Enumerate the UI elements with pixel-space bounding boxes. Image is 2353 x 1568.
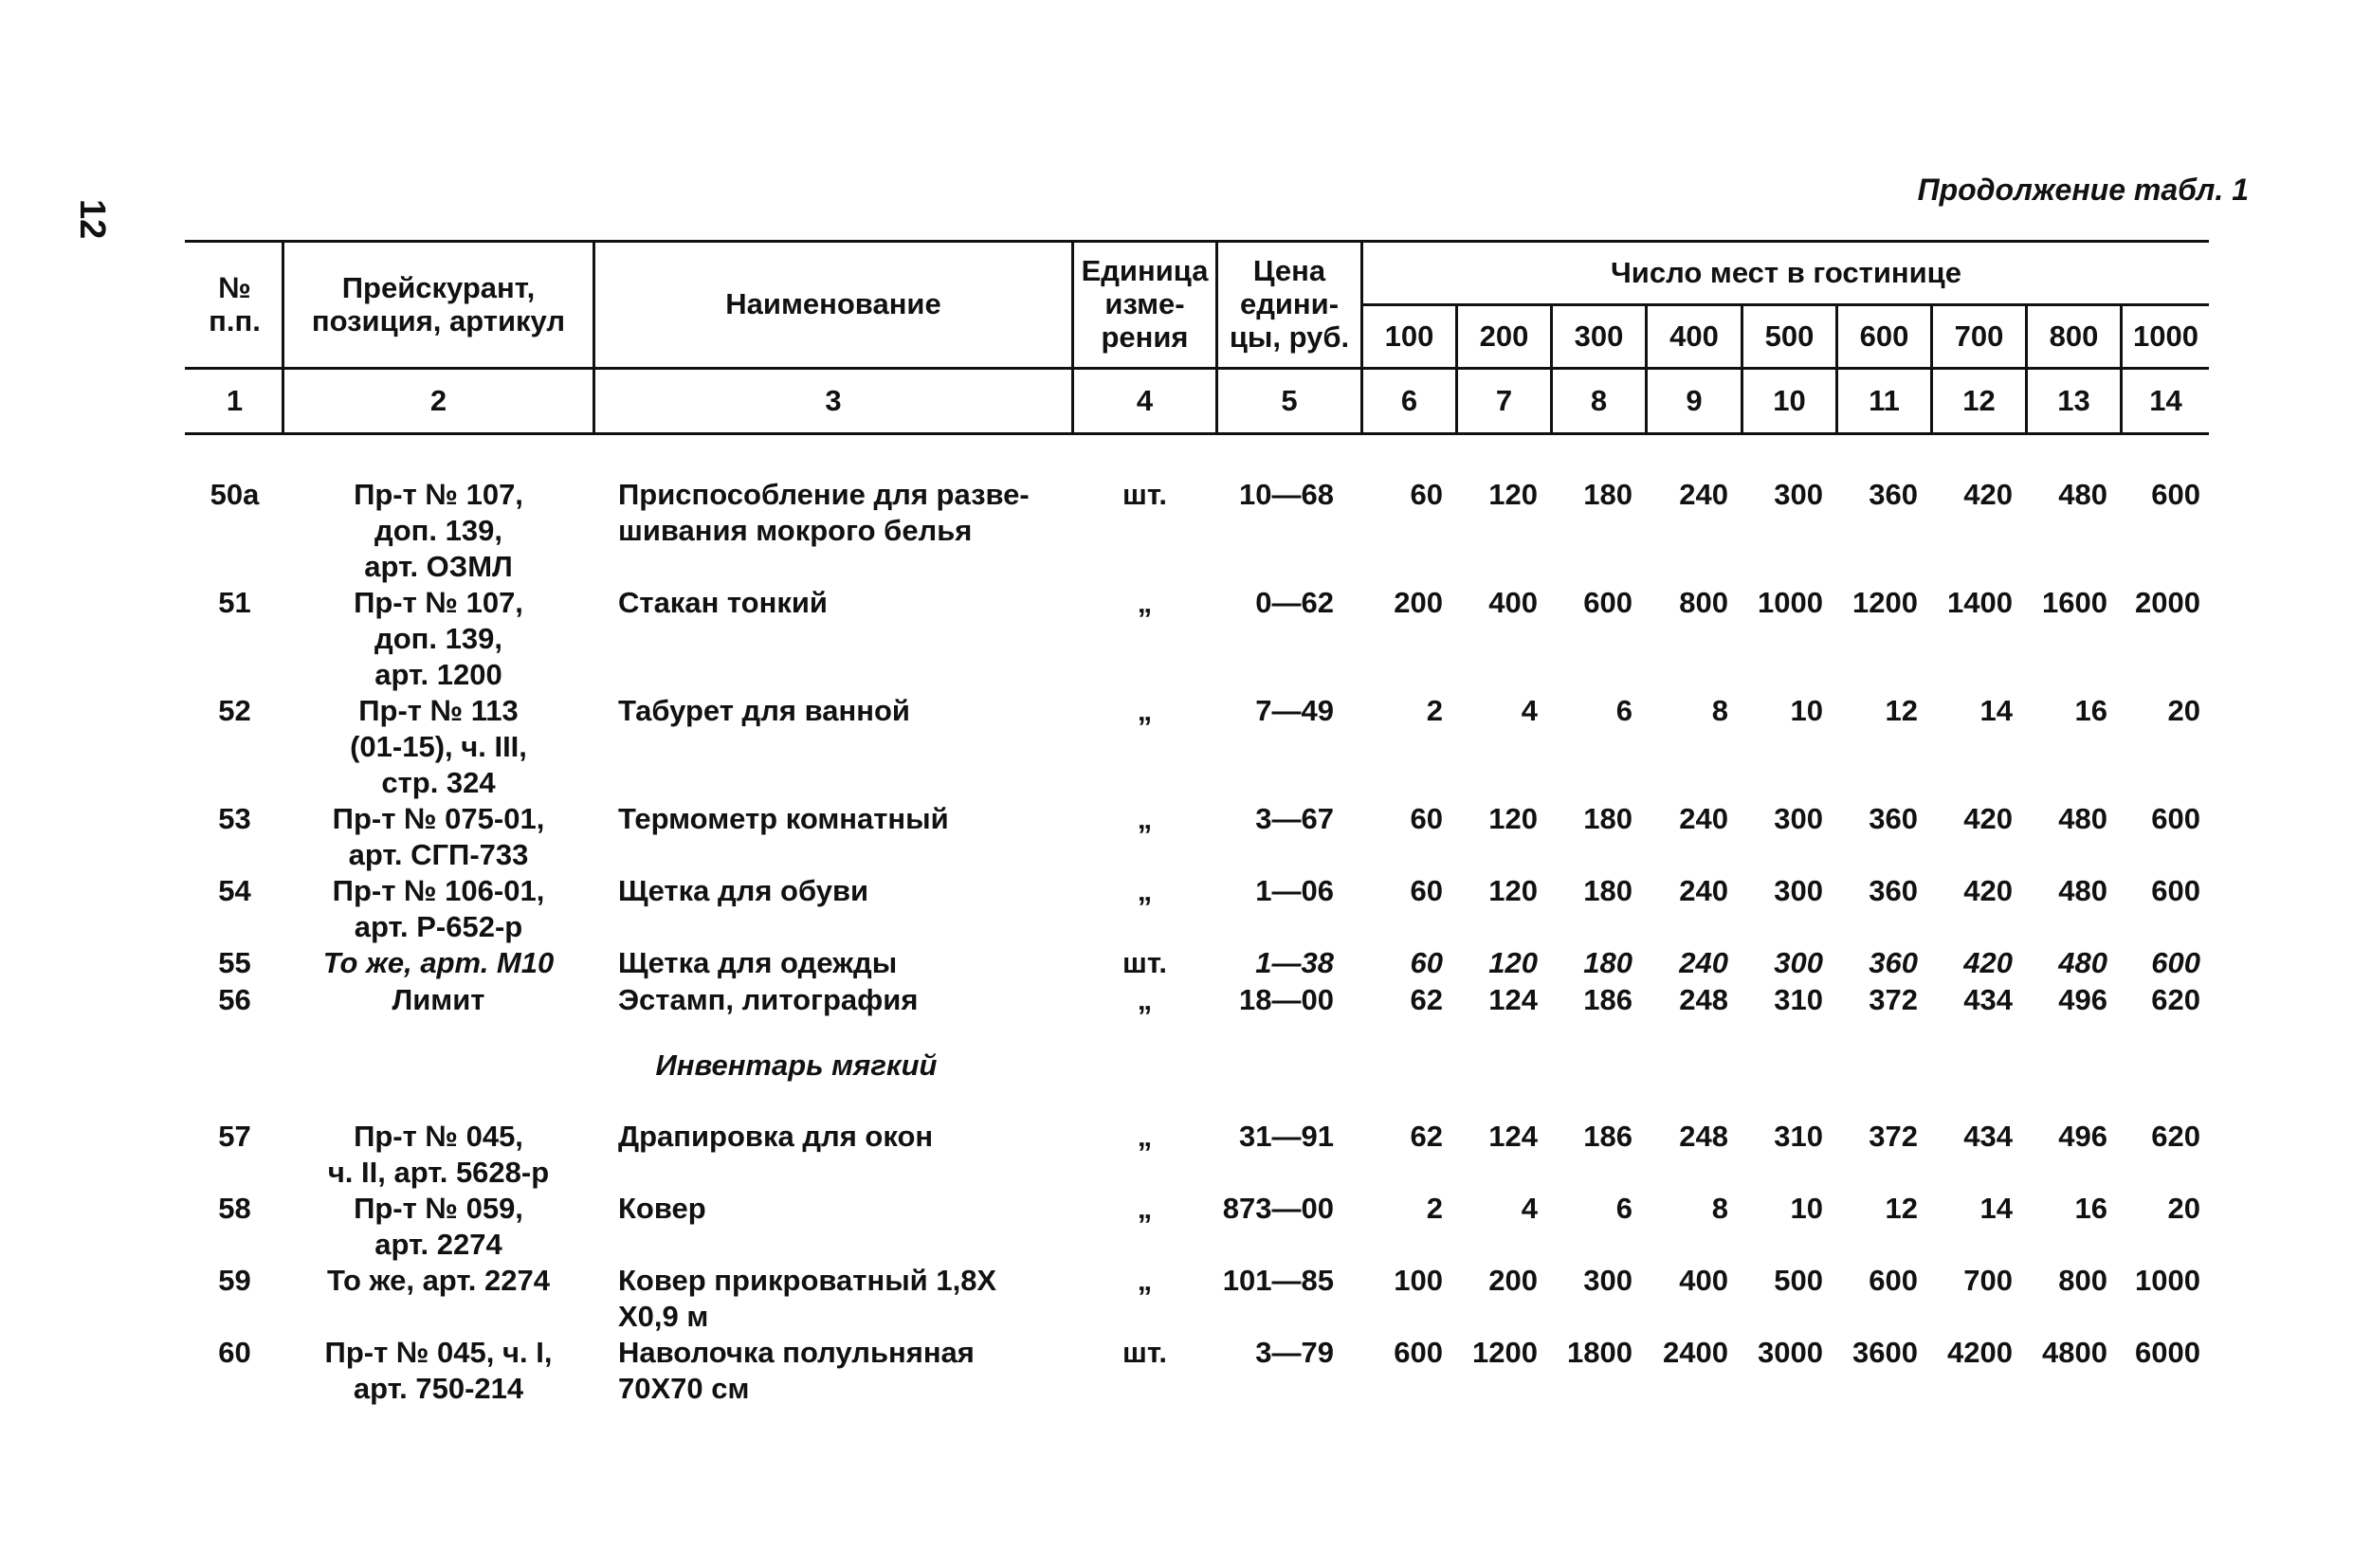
row-seats-value: 360: [1869, 802, 1918, 835]
row-seats-value: 16: [2074, 1192, 2107, 1225]
row-seats-value: 1200: [1852, 586, 1918, 619]
col-number: 2: [429, 383, 447, 417]
row-seats-value: 600: [1394, 1336, 1443, 1369]
row-seats-value: 360: [1869, 874, 1918, 907]
row-seats-value: 600: [2151, 946, 2200, 979]
row-seats-value: 120: [1488, 874, 1538, 907]
header-seats-group: Число мест в гостинице: [1611, 255, 1961, 289]
row-seats-value: 420: [1963, 874, 2013, 907]
row-seats-value: 372: [1869, 983, 1918, 1016]
row-price-list-line: арт. 2274: [374, 1228, 502, 1261]
row-price-list-line: Пр-т № 106-01,: [332, 874, 545, 907]
row-price-list-line: доп. 139,: [374, 514, 502, 547]
row-name-line: Приспособление для разве-: [618, 478, 1030, 511]
header-unit-price: Цена едини-цы, руб.: [1229, 254, 1350, 354]
row-seats-value: 434: [1963, 1120, 2013, 1153]
row-seats-value: 8: [1711, 694, 1728, 727]
row-name-line: 70Х70 см: [618, 1372, 750, 1405]
row-price: 3—79: [1255, 1336, 1334, 1369]
row-seats-value: 10: [1790, 1192, 1823, 1225]
header-seats-300: 300: [1574, 319, 1624, 353]
table-caption: Продолжение табл. 1: [1917, 173, 2249, 207]
row-seats-value: 10: [1790, 694, 1823, 727]
row-seats-value: 60: [1410, 946, 1443, 979]
row-number: 52: [218, 694, 251, 727]
row-seats-value: 124: [1488, 983, 1538, 1016]
row-seats-value: 6: [1615, 1192, 1633, 1225]
row-seats-value: 2: [1426, 694, 1443, 727]
row-seats-value: 6: [1615, 694, 1633, 727]
row-seats-value: 1400: [1947, 586, 2013, 619]
row-seats-value: 248: [1679, 983, 1728, 1016]
row-seats-value: 3600: [1852, 1336, 1918, 1369]
row-name-line: Ковер: [618, 1192, 706, 1225]
row-number: 56: [218, 983, 251, 1016]
row-seats-value: 480: [2058, 802, 2107, 835]
row-price: 0—62: [1255, 586, 1334, 619]
row-name-line: Ковер прикроватный 1,8Х: [618, 1264, 997, 1297]
row-seats-value: 8: [1711, 1192, 1728, 1225]
row-number: 55: [218, 946, 251, 979]
row-seats-value: 500: [1774, 1264, 1823, 1297]
row-seats-value: 600: [1869, 1264, 1918, 1297]
row-seats-value: 120: [1488, 802, 1538, 835]
col-number: 8: [1590, 383, 1608, 417]
header-seats-500: 500: [1764, 319, 1815, 353]
row-seats-value: 480: [2058, 478, 2107, 511]
row-number: 57: [218, 1120, 251, 1153]
row-name-line: Драпировка для окон: [618, 1120, 934, 1153]
row-name-line: шивания мокрого белья: [618, 514, 973, 547]
row-seats-value: 248: [1679, 1120, 1728, 1153]
row-seats-value: 600: [1583, 586, 1633, 619]
row-seats-value: 12: [1885, 1192, 1918, 1225]
row-price-list-line: Лимит: [392, 983, 485, 1016]
row-seats-value: 240: [1679, 802, 1728, 835]
row-number: 54: [218, 874, 251, 907]
row-seats-value: 4800: [2042, 1336, 2107, 1369]
row-seats-value: 4: [1521, 1192, 1538, 1225]
row-seats-value: 600: [2151, 478, 2200, 511]
row-name-line: Х0,9 м: [618, 1300, 709, 1333]
row-price: 101—85: [1222, 1264, 1334, 1297]
row-seats-value: 124: [1488, 1120, 1538, 1153]
row-seats-value: 800: [1679, 586, 1728, 619]
row-seats-value: 360: [1869, 946, 1918, 979]
row-seats-value: 420: [1963, 802, 2013, 835]
row-seats-value: 400: [1679, 1264, 1728, 1297]
row-seats-value: 1600: [2042, 586, 2107, 619]
row-seats-value: 480: [2058, 874, 2107, 907]
col-number: 6: [1400, 383, 1418, 417]
row-seats-value: 240: [1679, 478, 1728, 511]
row-seats-value: 20: [2167, 694, 2200, 727]
row-seats-value: 620: [2151, 983, 2200, 1016]
header-no: № п.п.: [209, 270, 261, 337]
row-seats-value: 400: [1488, 586, 1538, 619]
row-unit: „: [1137, 1264, 1153, 1297]
row-number: 50а: [210, 478, 260, 511]
row-seats-value: 180: [1583, 874, 1633, 907]
row-number: 53: [218, 802, 251, 835]
row-name-line: Щетка для одежды: [618, 946, 898, 979]
row-seats-value: 240: [1679, 874, 1728, 907]
row-seats-value: 300: [1774, 874, 1823, 907]
col-number: 11: [1869, 383, 1900, 417]
row-price-list-line: То же, арт. М10: [322, 946, 555, 979]
row-seats-value: 2400: [1663, 1336, 1728, 1369]
col-number: 7: [1495, 383, 1513, 417]
row-seats-value: 180: [1583, 946, 1633, 979]
row-number: 58: [218, 1192, 251, 1225]
page-number: 12: [72, 199, 112, 240]
col-number: 12: [1962, 383, 1996, 417]
row-price-list-line: арт. Р-652-р: [354, 910, 523, 943]
row-seats-value: 300: [1583, 1264, 1633, 1297]
col-number: 5: [1281, 383, 1298, 417]
col-number: 13: [2057, 383, 2090, 417]
row-seats-value: 12: [1885, 694, 1918, 727]
row-price: 7—49: [1255, 694, 1334, 727]
row-price-list-line: арт. ОЗМЛ: [364, 550, 513, 583]
row-price: 10—68: [1239, 478, 1334, 511]
row-seats-value: 180: [1583, 478, 1633, 511]
row-seats-value: 200: [1394, 586, 1443, 619]
row-seats-value: 2000: [2135, 586, 2200, 619]
row-seats-value: 6000: [2135, 1336, 2200, 1369]
row-unit: „: [1137, 874, 1153, 907]
col-number: 1: [226, 383, 244, 417]
row-seats-value: 496: [2058, 983, 2107, 1016]
col-number: 9: [1686, 383, 1703, 417]
row-seats-value: 600: [2151, 874, 2200, 907]
row-name-line: Эстамп, литография: [618, 983, 919, 1016]
row-price-list-line: То же, арт. 2274: [327, 1264, 550, 1297]
row-unit: „: [1137, 802, 1153, 835]
row-price: 1—38: [1255, 946, 1334, 979]
row-unit: „: [1137, 1192, 1153, 1225]
row-seats-value: 14: [1979, 694, 2013, 727]
row-seats-value: 60: [1410, 874, 1443, 907]
row-price-list-line: доп. 139,: [374, 622, 502, 655]
row-seats-value: 310: [1774, 983, 1823, 1016]
section-title: Инвентарь мягкий: [655, 1048, 938, 1082]
column-numbers-rule: [185, 432, 2209, 435]
col-number: 14: [2149, 383, 2182, 417]
row-name-line: Стакан тонкий: [618, 586, 828, 619]
header-unit: Единица изме-рения: [1081, 254, 1209, 354]
row-price-list-line: арт. 750-214: [353, 1372, 524, 1405]
row-price-list-line: ч. II, арт. 5628-р: [327, 1156, 550, 1189]
row-unit: „: [1137, 586, 1153, 619]
header-seats-700: 700: [1954, 319, 2004, 353]
row-seats-value: 16: [2074, 694, 2107, 727]
row-name-line: Табурет для ванной: [618, 694, 910, 727]
col-number: 3: [825, 383, 842, 417]
row-number: 51: [218, 586, 251, 619]
row-seats-value: 4200: [1947, 1336, 2013, 1369]
row-seats-value: 700: [1963, 1264, 2013, 1297]
row-seats-value: 1800: [1567, 1336, 1633, 1369]
row-seats-value: 600: [2151, 802, 2200, 835]
row-price: 873—00: [1222, 1192, 1334, 1225]
row-seats-value: 120: [1488, 478, 1538, 511]
row-price: 31—91: [1239, 1120, 1334, 1153]
row-seats-value: 62: [1410, 983, 1443, 1016]
row-seats-value: 434: [1963, 983, 2013, 1016]
col-number: 10: [1773, 383, 1806, 417]
header-seats-100: 100: [1384, 319, 1434, 353]
row-seats-value: 2: [1426, 1192, 1443, 1225]
row-unit: шт.: [1122, 946, 1167, 979]
row-seats-value: 300: [1774, 802, 1823, 835]
row-seats-value: 120: [1488, 946, 1538, 979]
row-seats-value: 4: [1521, 694, 1538, 727]
row-seats-value: 1200: [1472, 1336, 1538, 1369]
header-seats-600: 600: [1859, 319, 1909, 353]
row-seats-value: 3000: [1758, 1336, 1823, 1369]
row-number: 60: [218, 1336, 251, 1369]
row-price-list-line: Пр-т № 045, ч. I,: [324, 1336, 553, 1369]
row-price: 3—67: [1255, 802, 1334, 835]
row-seats-value: 200: [1488, 1264, 1538, 1297]
row-seats-value: 620: [2151, 1120, 2200, 1153]
row-price-list-line: арт. СГП-733: [348, 838, 529, 871]
row-seats-value: 20: [2167, 1192, 2200, 1225]
row-price-list-line: Пр-т № 107,: [354, 478, 523, 511]
row-unit: „: [1137, 1120, 1153, 1153]
row-seats-value: 310: [1774, 1120, 1823, 1153]
row-price-list-line: Пр-т № 075-01,: [332, 802, 545, 835]
row-price-list-line: стр. 324: [381, 766, 496, 799]
row-name-line: Наволочка полульняная: [618, 1336, 975, 1369]
row-price-list-line: Пр-т № 045,: [354, 1120, 523, 1153]
row-price: 1—06: [1255, 874, 1334, 907]
row-unit: шт.: [1122, 1336, 1167, 1369]
header-seats-800: 800: [2049, 319, 2099, 353]
row-price: 18—00: [1239, 983, 1334, 1016]
row-price-list-line: Пр-т № 113: [358, 694, 519, 727]
row-number: 59: [218, 1264, 251, 1297]
row-seats-value: 1000: [1758, 586, 1823, 619]
header-price-list: Прейскурант, позиция, артикул: [311, 270, 566, 337]
row-seats-value: 360: [1869, 478, 1918, 511]
row-seats-value: 1000: [2135, 1264, 2200, 1297]
row-seats-value: 60: [1410, 802, 1443, 835]
row-seats-value: 300: [1774, 478, 1823, 511]
row-seats-value: 180: [1583, 802, 1633, 835]
row-price-list-line: (01-15), ч. III,: [350, 730, 527, 763]
row-seats-value: 420: [1963, 478, 2013, 511]
row-seats-value: 372: [1869, 1120, 1918, 1153]
row-seats-value: 800: [2058, 1264, 2107, 1297]
row-name-line: Термометр комнатный: [618, 802, 949, 835]
header-name: Наименование: [725, 287, 941, 321]
header-seats-200: 200: [1479, 319, 1529, 353]
row-name-line: Щетка для обуви: [618, 874, 869, 907]
row-seats-value: 300: [1774, 946, 1823, 979]
row-seats-value: 496: [2058, 1120, 2107, 1153]
row-seats-value: 14: [1979, 1192, 2013, 1225]
row-seats-value: 240: [1679, 946, 1728, 979]
row-seats-value: 100: [1394, 1264, 1443, 1297]
row-seats-value: 186: [1583, 1120, 1633, 1153]
row-price-list-line: арт. 1200: [374, 658, 502, 691]
row-seats-value: 186: [1583, 983, 1633, 1016]
row-seats-value: 420: [1963, 946, 2013, 979]
row-unit: шт.: [1122, 478, 1167, 511]
row-seats-value: 480: [2058, 946, 2107, 979]
header-seats-1000: 1000: [2133, 319, 2198, 353]
row-seats-value: 62: [1410, 1120, 1443, 1153]
row-price-list-line: Пр-т № 059,: [354, 1192, 523, 1225]
col-number: 4: [1136, 383, 1154, 417]
row-seats-value: 60: [1410, 478, 1443, 511]
row-unit: „: [1137, 983, 1153, 1016]
header-seats-400: 400: [1669, 319, 1719, 353]
row-unit: „: [1137, 694, 1153, 727]
row-price-list-line: Пр-т № 107,: [354, 586, 523, 619]
